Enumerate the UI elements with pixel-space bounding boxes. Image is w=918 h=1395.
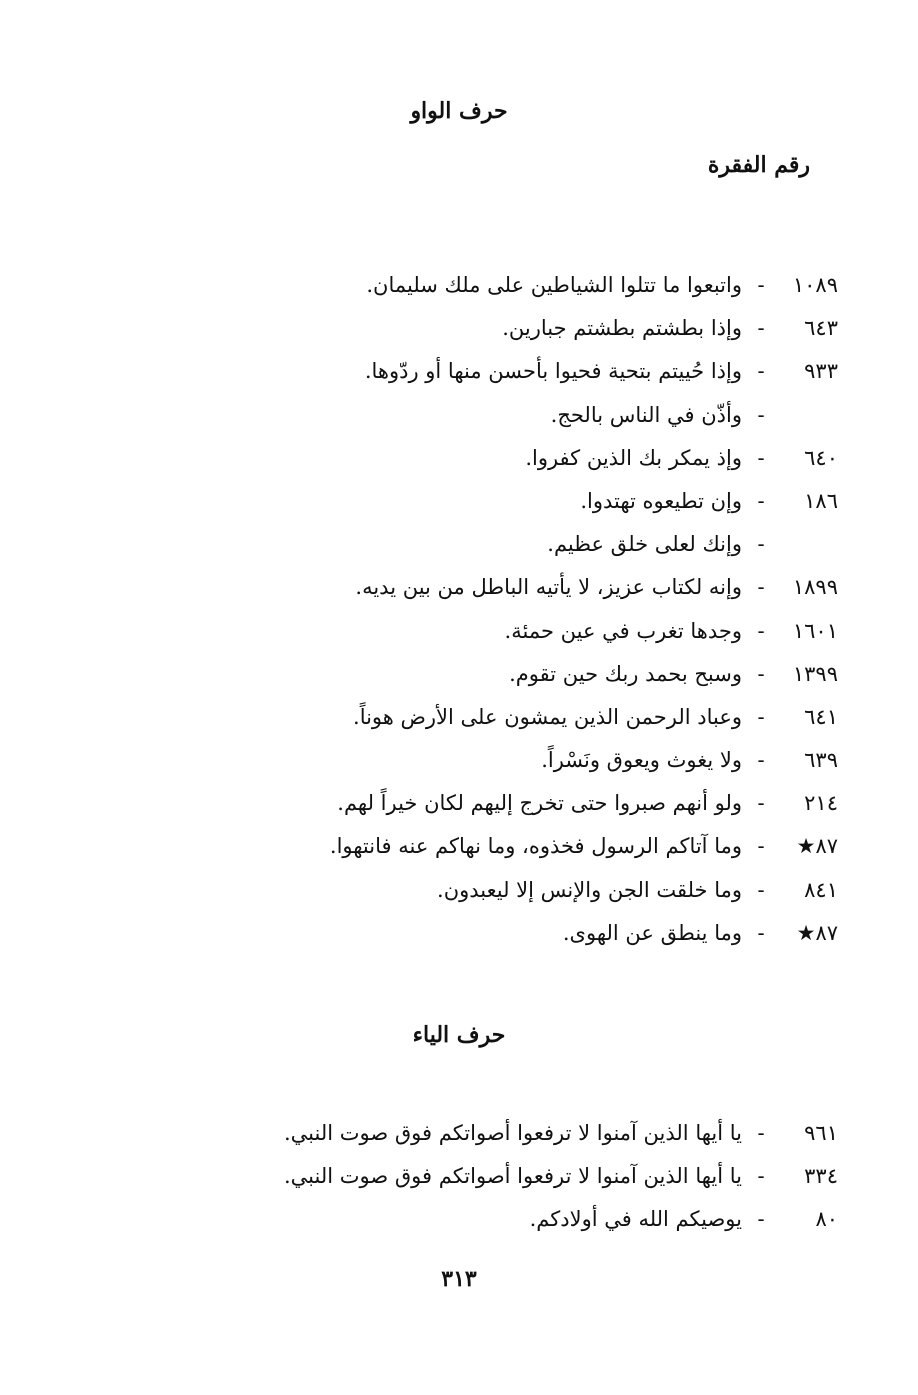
entry-separator-dash: - [757, 575, 765, 600]
entry-verse-text: يوصيكم الله في أولادكم. [529, 1207, 742, 1232]
entry-separator-dash: - [757, 316, 765, 341]
index-entry [78, 1198, 838, 1241]
entry-separator-dash: - [757, 877, 765, 902]
entry-paragraph-number: ٩٣٣ [804, 359, 838, 384]
entry-separator-dash: - [757, 488, 765, 513]
entry-verse-text: وأذّن في الناس بالحج. [550, 402, 742, 427]
entry-separator-dash: - [757, 661, 765, 686]
entry-verse-text: وجدها تغرب في عين حمئة. [504, 618, 742, 643]
entry-verse-text: ولا يغوث ويعوق ونَسْراً. [541, 748, 742, 773]
entry-list-ya [78, 1112, 838, 1242]
entry-verse-text: ولو أنهم صبروا حتى تخرج إليهم لكان خيراً لهم. [337, 791, 742, 816]
index-entry [78, 610, 838, 653]
entry-paragraph-number: ١٦٠١ [792, 618, 838, 643]
entry-paragraph-number: ٦٤١ [804, 704, 838, 729]
entry-verse-text: وما ينطق عن الهوى. [562, 920, 742, 945]
index-entry [78, 394, 838, 437]
entry-separator-dash: - [757, 273, 765, 297]
entry-verse-text: وإذ يمكر بك الذين كفروا. [525, 445, 742, 470]
entry-paragraph-number: ٨٠ [815, 1207, 838, 1232]
index-entry [78, 307, 838, 350]
index-entry [78, 696, 838, 739]
entry-paragraph-number: ٦٤٠ [804, 445, 838, 470]
entry-separator-dash: - [757, 834, 765, 859]
page-number: ٣١٣ [441, 1266, 477, 1292]
entry-verse-text: وسبح بحمد ربك حين تقوم. [509, 661, 742, 686]
entry-paragraph-number: ١٠٨٩ [792, 273, 838, 297]
entry-paragraph-number: ١٨٩٩ [792, 575, 838, 600]
column-label-paragraph-number: رقم الفقرة [707, 152, 810, 178]
entry-paragraph-number: ١٨٦ [804, 488, 838, 513]
entry-verse-text: وإنه لكتاب عزيز، لا يأتيه الباطل من بين يديه. [355, 575, 742, 600]
section-title-waw: حرف الواو [410, 98, 508, 124]
entry-paragraph-number: ٦٣٩ [804, 748, 838, 773]
entry-verse-text: وإنك لعلى خلق عظيم. [547, 532, 742, 557]
entry-separator-dash: - [757, 359, 765, 384]
entry-separator-dash: - [757, 402, 765, 427]
index-entry [78, 566, 838, 609]
entry-separator-dash: - [757, 1164, 765, 1189]
entry-verse-text: وإذا بطشتم بطشتم جبارين. [502, 316, 742, 341]
entry-verse-text: وإن تطيعوه تهتدوا. [580, 488, 742, 513]
entry-separator-dash: - [757, 1121, 765, 1145]
index-entry [78, 480, 838, 523]
entry-verse-text: وإذا حُييتم بتحية فحيوا بأحسن منها أو ردّوها. [364, 359, 742, 384]
entry-verse-text: وما آتاكم الرسول فخذوه، وما نهاكم عنه فانتهوا. [329, 834, 742, 859]
entry-verse-text: واتبعوا ما تتلوا الشياطين على ملك سليمان. [366, 273, 742, 297]
index-entry [78, 869, 838, 912]
entry-paragraph-number: ٦٤٣ [804, 316, 838, 341]
index-entry [78, 264, 838, 307]
entry-paragraph-number: ٨٧★ [796, 834, 838, 859]
index-entry [78, 739, 838, 782]
index-entry [78, 523, 838, 566]
entry-paragraph-number: ١٣٩٩ [792, 661, 838, 686]
index-entry [78, 1155, 838, 1198]
entry-verse-text: وما خلقت الجن والإنس إلا ليعبدون. [437, 877, 742, 902]
entry-separator-dash: - [757, 704, 765, 729]
entry-separator-dash: - [757, 445, 765, 470]
entry-separator-dash: - [757, 532, 765, 557]
entry-separator-dash: - [757, 748, 765, 773]
entry-separator-dash: - [757, 1207, 765, 1232]
index-entry [78, 350, 838, 393]
entry-paragraph-number: ٨٤١ [804, 877, 838, 902]
index-entry [78, 825, 838, 868]
entry-separator-dash: - [757, 618, 765, 643]
entry-verse-text: يا أيها الذين آمنوا لا ترفعوا أصواتكم فوق صوت النبي. [283, 1121, 742, 1145]
entry-paragraph-number: ٣٣٤ [804, 1164, 838, 1189]
index-entry [78, 782, 838, 825]
index-entry [78, 1112, 838, 1155]
section-title-ya: حرف الياء [412, 1022, 506, 1048]
entry-verse-text: وعباد الرحمن الذين يمشون على الأرض هوناً. [353, 704, 742, 729]
entry-verse-text: يا أيها الذين آمنوا لا ترفعوا أصواتكم فوق صوت النبي. [283, 1164, 742, 1189]
index-entry [78, 437, 838, 480]
entry-separator-dash: - [757, 920, 765, 945]
entry-separator-dash: - [757, 791, 765, 816]
entry-paragraph-number: ٢١٤ [804, 791, 838, 816]
index-entry [78, 653, 838, 696]
entry-list-waw [78, 264, 838, 955]
index-entry [78, 912, 838, 955]
entry-paragraph-number: ٩٦١ [804, 1121, 838, 1145]
entry-paragraph-number: ٨٧★ [796, 920, 838, 945]
